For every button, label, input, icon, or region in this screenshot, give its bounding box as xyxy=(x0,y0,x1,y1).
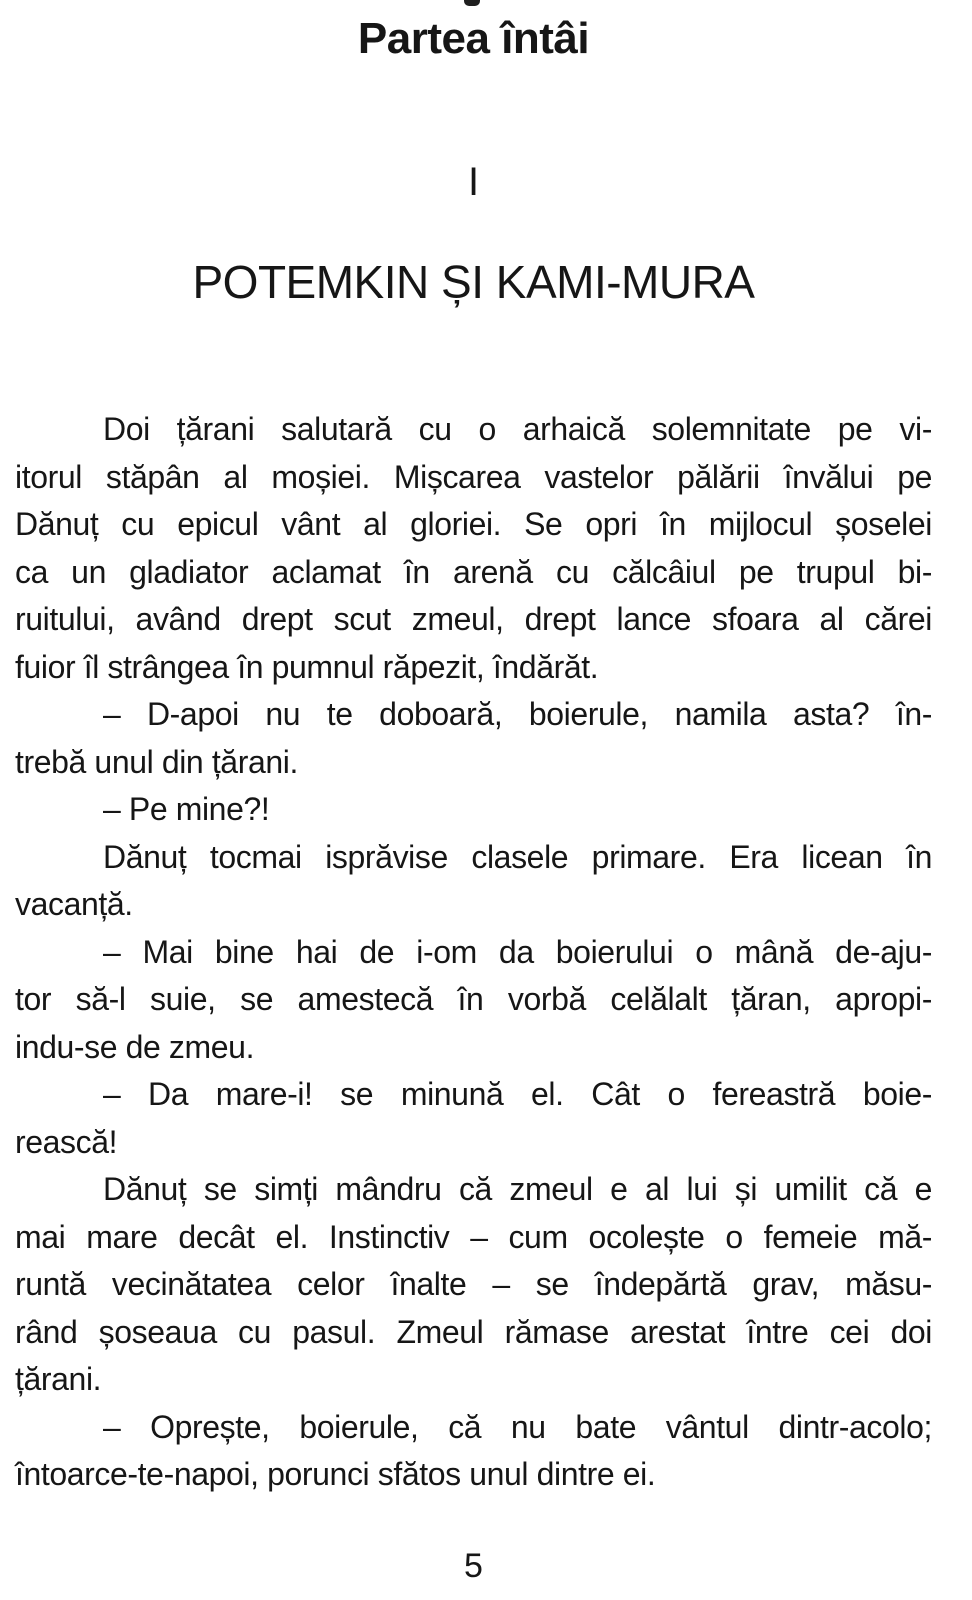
chapter-title: POTEMKIN ȘI KAMI-MURA xyxy=(192,256,755,308)
text-line: vacanță. xyxy=(15,886,133,922)
page-number: 5 xyxy=(464,1546,483,1585)
paragraph xyxy=(15,786,932,834)
part-heading: Partea întâi xyxy=(357,14,590,63)
text-line: tor să-l suie, se amestecă în vorbă celălalt țăran, apropi- xyxy=(15,981,932,1017)
text-line: – Oprește, boierule, că nu bate vântul dintr-acolo; xyxy=(103,1408,932,1445)
paragraph xyxy=(15,929,932,1072)
paragraph xyxy=(15,1404,932,1499)
text-line: Doi țărani salutară cu o arhaică solemnitate pe vi- xyxy=(103,411,932,447)
text-line: ca un gladiator aclamat în arenă cu călcâiul pe trupul bi- xyxy=(15,553,932,590)
text-line: Dănuț cu epicul vânt al gloriei. Se opri în mijlocul șoselei xyxy=(15,506,932,542)
text-line: indu-se de zmeu. xyxy=(15,1028,255,1065)
text-line: itorul stăpân al moșiei. Mișcarea vastelor pălării învălui pe xyxy=(15,458,932,495)
text-line: runtă vecinătatea celor înalte – se îndepărtă grav, măsu- xyxy=(15,1266,932,1302)
paragraph xyxy=(15,691,932,786)
text-line: țărani. xyxy=(15,1361,102,1397)
text-column xyxy=(15,0,932,1586)
text-line: întoarce-te-napoi, porunci sfătos unul dintre ei. xyxy=(15,1456,656,1492)
text-line: rând șoseaua cu pasul. Zmeul rămase arestat între cei doi xyxy=(15,1313,932,1350)
text-line: – D-apoi nu te doboară, boierule, namila asta? în- xyxy=(103,696,932,732)
text-line: Dănuț se simți mândru că zmeul e al lui și umilit că e xyxy=(103,1171,932,1207)
text-line: ruitului, având drept scut zmeul, drept lance sfoara al cărei xyxy=(15,601,932,637)
text-line: trebă unul din țărani. xyxy=(15,743,298,780)
paragraph xyxy=(15,406,932,691)
paragraph xyxy=(15,834,932,929)
text-line: Dănuț tocmai isprăvise clasele primare. Era licean în xyxy=(103,838,932,875)
paragraph xyxy=(15,1071,932,1166)
chapter-number: I xyxy=(467,160,480,204)
text-line: – Pe mine?! xyxy=(103,791,270,827)
text-line: fuior îl strângea în pumnul răpezit, îndărăt. xyxy=(15,648,599,685)
text-line: – Da mare-i! se minună el. Cât o fereastră boie- xyxy=(103,1076,932,1112)
text-line: mai mare decât el. Instinctiv – cum ocolește o femeie mă- xyxy=(15,1218,932,1255)
text-line: – Mai bine hai de i-om da boierului o mână de-aju- xyxy=(103,933,932,970)
text-line: rească! xyxy=(15,1123,118,1160)
paragraph xyxy=(15,1166,932,1404)
body-text xyxy=(15,406,932,1499)
